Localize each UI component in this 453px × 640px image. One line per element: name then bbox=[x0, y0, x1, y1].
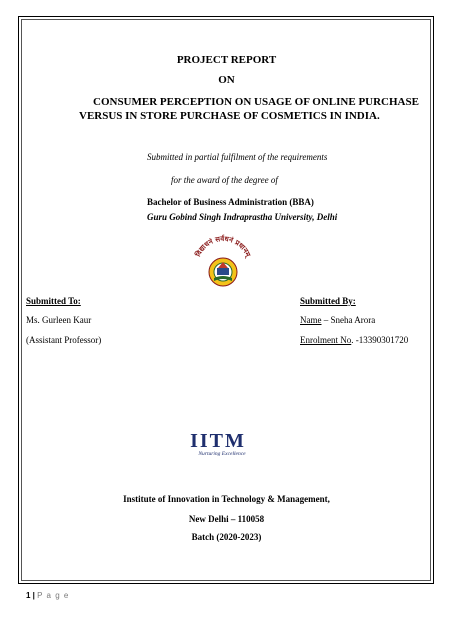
degree-name: Bachelor of Business Administration (BBA) bbox=[147, 197, 314, 207]
batch: Batch (2020-2023) bbox=[191, 532, 262, 542]
university-seal-icon bbox=[190, 232, 256, 288]
iitm-logo-tagline: Nurturing Excellence bbox=[198, 451, 246, 457]
submission-line2: for the award of the degree of bbox=[171, 175, 278, 185]
page-separator: | bbox=[30, 591, 38, 600]
submitted-to-designation: (Assistant Professor) bbox=[26, 335, 102, 345]
university-name: Guru Gobind Singh Indraprastha University, Delhi bbox=[147, 212, 338, 222]
enrolment-value: . -13390301720 bbox=[351, 335, 409, 345]
report-on: ON bbox=[218, 74, 235, 86]
name-value: – Sneha Arora bbox=[321, 315, 376, 325]
institute-name: Institute of Innovation in Technology & Management, bbox=[123, 494, 330, 504]
seal-motto: विद्याधनं सर्वधनं प्रधानम् bbox=[194, 234, 252, 259]
iitm-logo-text: IITM bbox=[190, 430, 246, 452]
submitted-to-heading: Submitted To: bbox=[26, 296, 81, 306]
institute-city: New Delhi – 110058 bbox=[188, 514, 265, 524]
report-title: PROJECT REPORT bbox=[176, 54, 277, 66]
page-number: 1 bbox=[26, 591, 31, 600]
report-topic-line1: CONSUMER PERCEPTION ON USAGE OF ONLINE PURCHASE bbox=[93, 96, 419, 108]
iitm-logo bbox=[170, 428, 266, 458]
submission-line1: Submitted in partial fulfilment of the requirements bbox=[147, 152, 328, 162]
report-topic-line2: VERSUS IN STORE PURCHASE OF COSMETICS IN INDIA. bbox=[79, 110, 380, 122]
page-label: P a g e bbox=[37, 591, 70, 600]
submitted-by-enrolment bbox=[300, 335, 408, 345]
submitted-by-heading: Submitted By: bbox=[300, 296, 356, 306]
name-label: Name bbox=[300, 315, 322, 325]
svg-text:विद्याधनं सर्वधनं प्रधानम् bbox=[193, 234, 253, 260]
page-footer bbox=[26, 591, 69, 600]
submitted-by-name bbox=[300, 315, 375, 325]
enrolment-label: Enrolment No bbox=[300, 335, 352, 345]
submitted-to-name: Ms. Gurleen Kaur bbox=[26, 315, 92, 325]
